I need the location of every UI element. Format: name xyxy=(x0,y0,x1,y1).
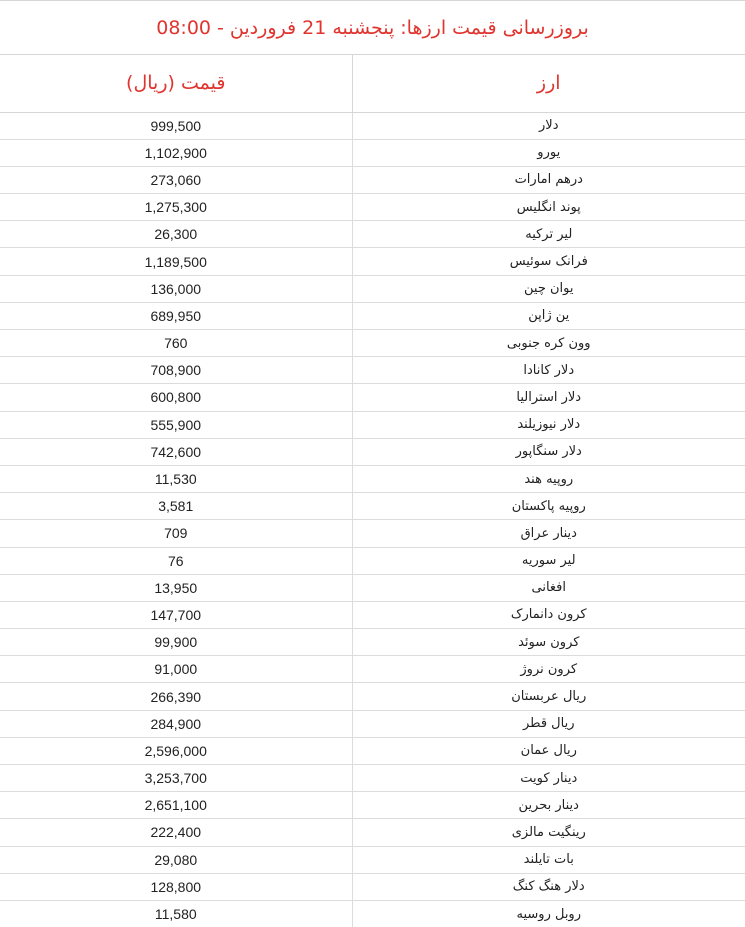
price-cell: 3,253,700 xyxy=(0,765,352,792)
price-cell: 99,900 xyxy=(0,629,352,656)
currency-name-cell: لیر ترکیه xyxy=(352,221,745,248)
currency-name-cell: کرون دانمارک xyxy=(352,601,745,628)
table-row xyxy=(0,547,745,574)
currency-name-cell: فرانک سوئیس xyxy=(352,248,745,275)
price-cell: 128,800 xyxy=(0,873,352,900)
currency-name-cell: دلار هنگ کنگ xyxy=(352,873,745,900)
price-cell: 136,000 xyxy=(0,275,352,302)
price-cell: 555,900 xyxy=(0,411,352,438)
page-title: بروزرسانی قیمت ارزها: پنجشنبه 21 فروردین - 08:00 xyxy=(156,16,589,39)
currency-name-cell: دلار xyxy=(352,112,745,139)
currency-price-table xyxy=(0,55,745,927)
table-row xyxy=(0,574,745,601)
price-cell: 91,000 xyxy=(0,656,352,683)
table-row xyxy=(0,248,745,275)
price-cell: 2,596,000 xyxy=(0,737,352,764)
currency-name-cell: دلار نیوزیلند xyxy=(352,411,745,438)
currency-name-cell: دینار عراق xyxy=(352,520,745,547)
price-cell: 284,900 xyxy=(0,710,352,737)
price-cell: 273,060 xyxy=(0,166,352,193)
table-row xyxy=(0,792,745,819)
currency-name-cell: ریال عربستان xyxy=(352,683,745,710)
currency-name-cell: کرون نروژ xyxy=(352,656,745,683)
currency-name-cell: دینار کویت xyxy=(352,765,745,792)
table-row xyxy=(0,873,745,900)
table-row xyxy=(0,493,745,520)
price-cell: 147,700 xyxy=(0,601,352,628)
price-cell: 1,189,500 xyxy=(0,248,352,275)
currency-name-cell: رینگیت مالزی xyxy=(352,819,745,846)
table-row xyxy=(0,384,745,411)
price-cell: 29,080 xyxy=(0,846,352,873)
price-cell: 26,300 xyxy=(0,221,352,248)
currency-name-cell: دینار بحرین xyxy=(352,792,745,819)
table-row xyxy=(0,601,745,628)
currency-name-cell: افغانی xyxy=(352,574,745,601)
currency-name-cell: وون کره جنوبی xyxy=(352,330,745,357)
table-row xyxy=(0,194,745,221)
table-row xyxy=(0,765,745,792)
price-cell: 760 xyxy=(0,330,352,357)
price-cell: 3,581 xyxy=(0,493,352,520)
currency-name-cell: ین ژاپن xyxy=(352,302,745,329)
currency-name-cell: روپیه پاکستان xyxy=(352,493,745,520)
table-row xyxy=(0,683,745,710)
table-row xyxy=(0,112,745,139)
table-row xyxy=(0,520,745,547)
table-body xyxy=(0,112,745,927)
currency-name-cell: دلار سنگاپور xyxy=(352,438,745,465)
table-row xyxy=(0,357,745,384)
currency-name-cell: روپیه هند xyxy=(352,465,745,492)
price-cell: 600,800 xyxy=(0,384,352,411)
price-cell: 222,400 xyxy=(0,819,352,846)
price-cell: 11,530 xyxy=(0,465,352,492)
table-row xyxy=(0,465,745,492)
currency-name-cell: ریال عمان xyxy=(352,737,745,764)
price-cell: 742,600 xyxy=(0,438,352,465)
currency-name-cell: کرون سوئد xyxy=(352,629,745,656)
price-cell: 1,102,900 xyxy=(0,139,352,166)
table-header-row xyxy=(0,55,745,112)
table-row xyxy=(0,330,745,357)
currency-name-cell: یورو xyxy=(352,139,745,166)
table-row xyxy=(0,900,745,927)
price-column-header: قیمت (ریال) xyxy=(0,55,352,112)
currency-name-cell: پوند انگلیس xyxy=(352,194,745,221)
currency-name-cell: لیر سوریه xyxy=(352,547,745,574)
price-cell: 11,580 xyxy=(0,900,352,927)
table-row xyxy=(0,166,745,193)
table-row xyxy=(0,656,745,683)
table-row xyxy=(0,139,745,166)
table-row xyxy=(0,275,745,302)
table-row xyxy=(0,302,745,329)
price-cell: 13,950 xyxy=(0,574,352,601)
price-cell: 708,900 xyxy=(0,357,352,384)
price-cell: 1,275,300 xyxy=(0,194,352,221)
price-cell: 2,651,100 xyxy=(0,792,352,819)
price-cell: 266,390 xyxy=(0,683,352,710)
currency-name-cell: دلار استرالیا xyxy=(352,384,745,411)
currency-name-cell: یوان چین xyxy=(352,275,745,302)
table-row xyxy=(0,221,745,248)
currency-name-cell: ریال قطر xyxy=(352,710,745,737)
table-row xyxy=(0,629,745,656)
price-cell: 689,950 xyxy=(0,302,352,329)
table-row xyxy=(0,846,745,873)
table-row xyxy=(0,411,745,438)
title-bar xyxy=(0,1,745,55)
currency-name-cell: روبل روسیه xyxy=(352,900,745,927)
table-row xyxy=(0,819,745,846)
table-row xyxy=(0,710,745,737)
table-row xyxy=(0,438,745,465)
price-cell: 999,500 xyxy=(0,112,352,139)
currency-name-cell: دلار کانادا xyxy=(352,357,745,384)
table-row xyxy=(0,737,745,764)
price-cell: 76 xyxy=(0,547,352,574)
currency-name-cell: درهم امارات xyxy=(352,166,745,193)
currency-column-header: ارز xyxy=(352,55,745,112)
price-cell: 709 xyxy=(0,520,352,547)
currency-name-cell: بات تایلند xyxy=(352,846,745,873)
